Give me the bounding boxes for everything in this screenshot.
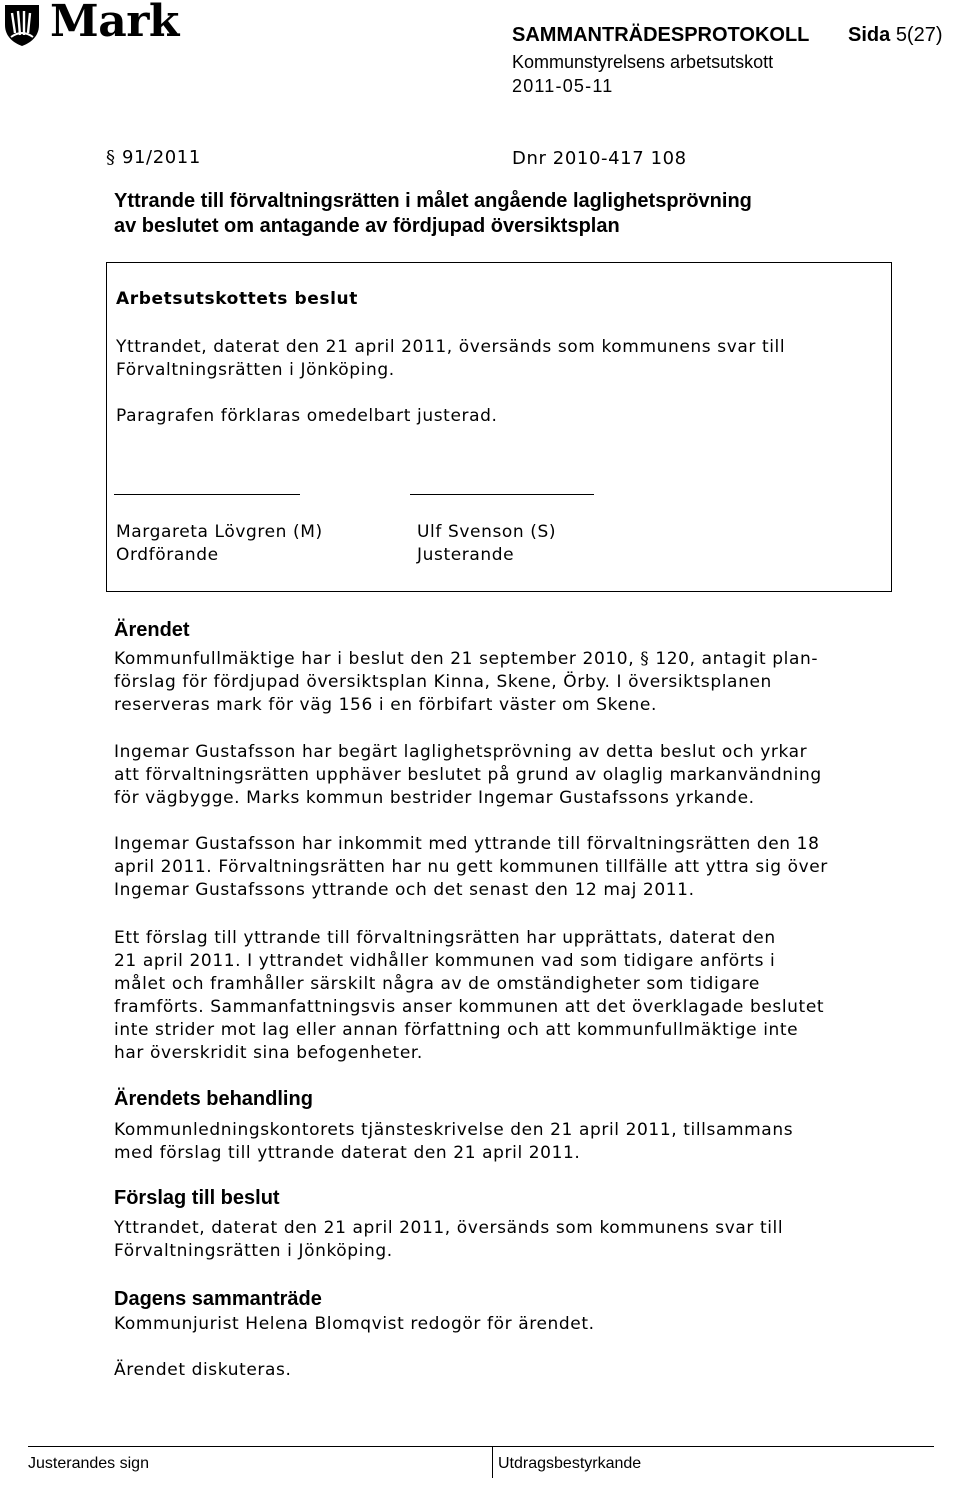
behandling-line-2: med förslag till yttrande daterat den 21 april 2011. [114, 1143, 581, 1163]
decision-line-1: Yttrandet, daterat den 21 april 2011, översänds som kommunens svar till [116, 337, 786, 357]
page-indicator [848, 24, 943, 47]
signer-adjuster-name: Ulf Svenson (S) [417, 522, 557, 542]
forslag-line-1: Yttrandet, daterat den 21 april 2011, översänds som kommunens svar till [114, 1218, 784, 1238]
arendet-p4-line-5: inte strider mot lag eller annan författning och att kommunfullmäktige inte [114, 1020, 799, 1040]
forslag-line-2: Förvaltningsrätten i Jönköping. [114, 1241, 393, 1261]
signature-line-chair [114, 494, 300, 495]
arendet-p3-line-2: april 2011. Förvaltningsrätten har nu gett kommunen tillfälle att yttra sig över [114, 857, 828, 877]
signer-chair-name: Margareta Lövgren (M) [116, 522, 323, 542]
signer-chair-role: Ordförande [116, 545, 219, 565]
arendet-p4-line-4: framförts. Sammanfattningsvis anser kommunen att det överklagade beslutet [114, 997, 825, 1017]
dagens-line-2: Ärendet diskuteras. [114, 1360, 292, 1380]
footer-divider [492, 1446, 493, 1478]
section-heading-arendet: Ärendet [114, 619, 190, 641]
page-label: Sida [848, 24, 891, 46]
decision-heading: Arbetsutskottets beslut [116, 289, 358, 309]
section-heading-dagens: Dagens sammanträde [114, 1288, 322, 1310]
committee-name: Kommunstyrelsens arbetsutskott [512, 52, 774, 72]
case-number: 91/2011 [121, 147, 201, 168]
arendet-p4-line-3: målet och framhåller särskilt några av de omständigheter som tidigare [114, 974, 760, 994]
section-heading-behandling: Ärendets behandling [114, 1088, 313, 1110]
decision-line-3: Paragrafen förklaras omedelbart justerad. [116, 406, 498, 426]
arendet-p1-line-3: reserveras mark för väg 156 i en förbifart väster om Skene. [114, 695, 657, 715]
behandling-line-1: Kommunledningskontorets tjänsteskrivelse den 21 april 2011, tillsammans [114, 1120, 794, 1140]
dagens-line-1: Kommunjurist Helena Blomqvist redogör för ärendet. [114, 1314, 595, 1334]
signer-adjuster-role: Justerande [417, 545, 515, 565]
section-heading-forslag: Förslag till beslut [114, 1187, 280, 1209]
decision-line-2: Förvaltningsrätten i Jönköping. [116, 360, 395, 380]
document-type: SAMMANTRÄDESPROTOKOLL [512, 24, 810, 46]
arendet-p3-line-3: Ingemar Gustafssons yttrande och det senast den 12 maj 2011. [114, 880, 695, 900]
arendet-p2-line-2: att förvaltningsrätten upphäver beslutet på grund av olaglig markanvändning [114, 765, 822, 785]
paragraph-number [106, 147, 201, 168]
diary-number: Dnr 2010-417 108 [512, 148, 687, 169]
signature-line-adjuster [410, 494, 594, 495]
meeting-date: 2011-05-11 [512, 76, 614, 96]
arendet-p4-line-2: 21 april 2011. I yttrandet vidhåller kommunen vad som tidigare anförts i [114, 951, 776, 971]
arendet-p4-line-1: Ett förslag till yttrande till förvaltningsrätten har upprättats, daterat den [114, 928, 776, 948]
case-title-line-1: Yttrande till förvaltningsrätten i målet angående laglighetsprövning [114, 190, 752, 212]
case-title-line-2: av beslutet om antagande av fördjupad översiktsplan [114, 215, 620, 237]
municipality-shield-logo [3, 3, 41, 47]
footer-justerandes-sign: Justerandes sign [28, 1455, 149, 1472]
paragraph-symbol: § [106, 147, 116, 168]
footer-utdragsbestyrkande: Utdragsbestyrkande [498, 1455, 642, 1472]
arendet-p2-line-1: Ingemar Gustafsson har begärt laglighetsprövning av detta beslut och yrkar [114, 742, 808, 762]
arendet-p1-line-2: förslag för fördjupad översiktsplan Kinna, Skene, Örby. I översiktsplanen [114, 672, 772, 692]
arendet-p2-line-3: för vägbygge. Marks kommun bestrider Ingemar Gustafssons yrkande. [114, 788, 755, 808]
arendet-p3-line-1: Ingemar Gustafsson har inkommit med yttrande till förvaltningsrätten den 18 [114, 834, 820, 854]
arendet-p4-line-6: har överskridit sina befogenheter. [114, 1043, 423, 1063]
logo-wordmark: Mark [50, 0, 179, 47]
footer-rule [28, 1446, 934, 1447]
arendet-p1-line-1: Kommunfullmäktige har i beslut den 21 september 2010, § 120, antagit plan- [114, 649, 819, 669]
paragraph-symbol: § [640, 649, 650, 669]
page-number: 5(27) [895, 24, 943, 46]
